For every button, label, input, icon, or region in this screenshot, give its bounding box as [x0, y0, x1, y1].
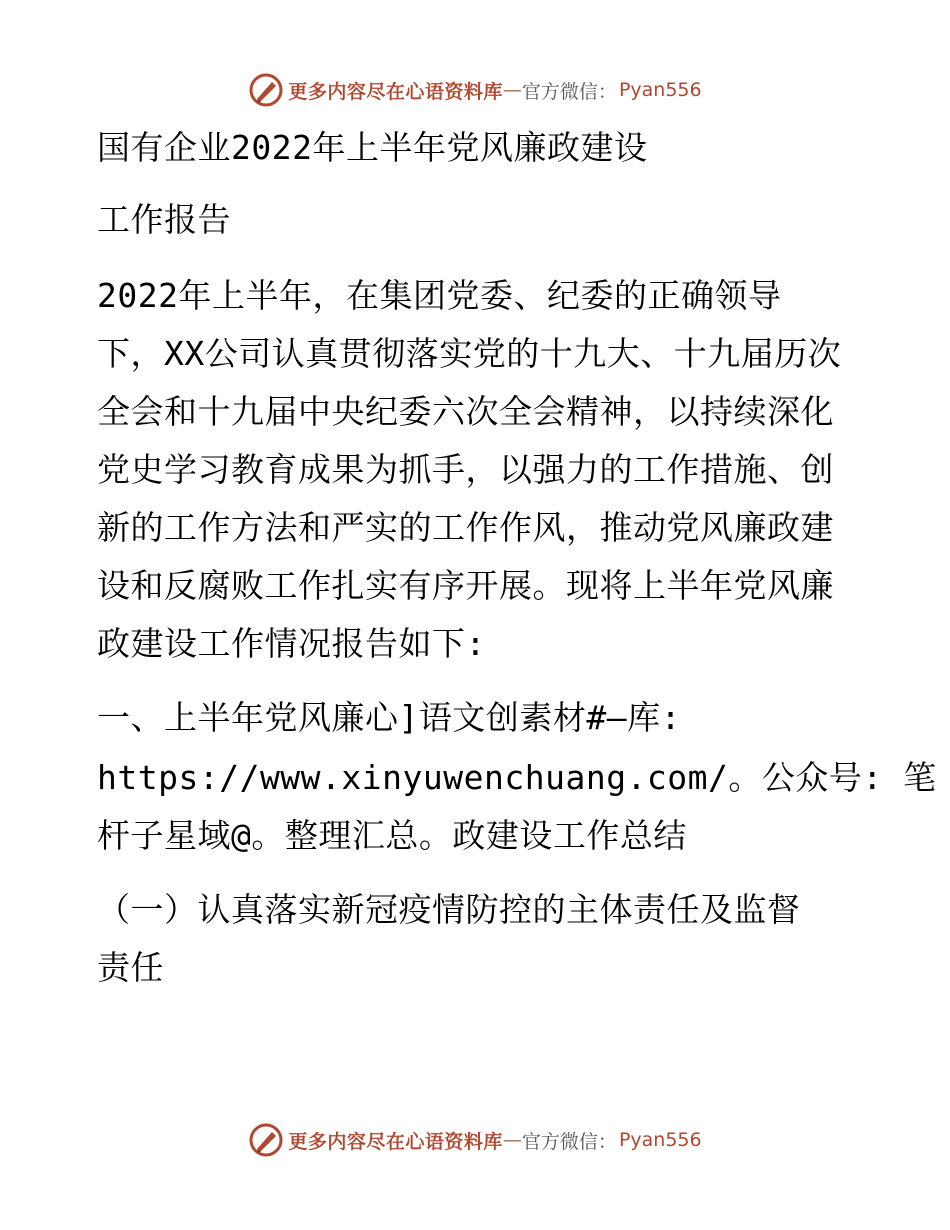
- banner-separator: —: [502, 79, 522, 101]
- intro-line: 下，XX公司认真贯彻落实党的十九大、十九届历次: [97, 334, 842, 373]
- banner-label: 官方微信：: [521, 80, 617, 103]
- section-heading-line: https://www.xinyuwenchuang.com/。公众号: 笔: [97, 758, 937, 797]
- banner-separator: —: [502, 1129, 522, 1151]
- document-title-line-2: 工作报告: [97, 200, 231, 239]
- intro-line: 政建设工作情况报告如下:: [97, 624, 486, 663]
- banner-label: 官方微信：: [521, 1130, 617, 1153]
- section-heading-line: 杆子星域@。整理汇总。政建设工作总结: [97, 816, 687, 855]
- banner-text: 更多内容尽在心语资料库: [288, 1130, 503, 1153]
- intro-line: 新的工作方法和严实的工作作风，推动党风廉政建: [97, 508, 834, 547]
- banner-wechat-id: Pyan556: [618, 79, 702, 101]
- pen-logo-icon: [248, 1122, 284, 1158]
- section-heading-line: 一、上半年党风廉心]语文创素材#—库:: [97, 698, 681, 737]
- intro-line: 党史学习教育成果为抓手，以强力的工作措施、创: [97, 450, 834, 489]
- subsection-heading-line: （一）认真落实新冠疫情防控的主体责任及监督: [97, 890, 801, 929]
- header-watermark-banner: [0, 70, 950, 110]
- pen-logo-icon: [248, 72, 284, 108]
- intro-line: 全会和十九届中央纪委六次全会精神，以持续深化: [97, 392, 834, 431]
- footer-watermark-banner: [0, 1120, 950, 1160]
- banner-text: 更多内容尽在心语资料库: [288, 80, 503, 103]
- intro-line: 设和反腐败工作扎实有序开展。现将上半年党风廉: [97, 566, 834, 605]
- banner-wechat-id: Pyan556: [618, 1129, 702, 1151]
- document-title-line-1: 国有企业2022年上半年党风廉政建设: [97, 128, 648, 167]
- subsection-heading-line: 责任: [97, 948, 164, 987]
- intro-line: 2022年上半年，在集团党委、纪委的正确领导: [97, 276, 782, 315]
